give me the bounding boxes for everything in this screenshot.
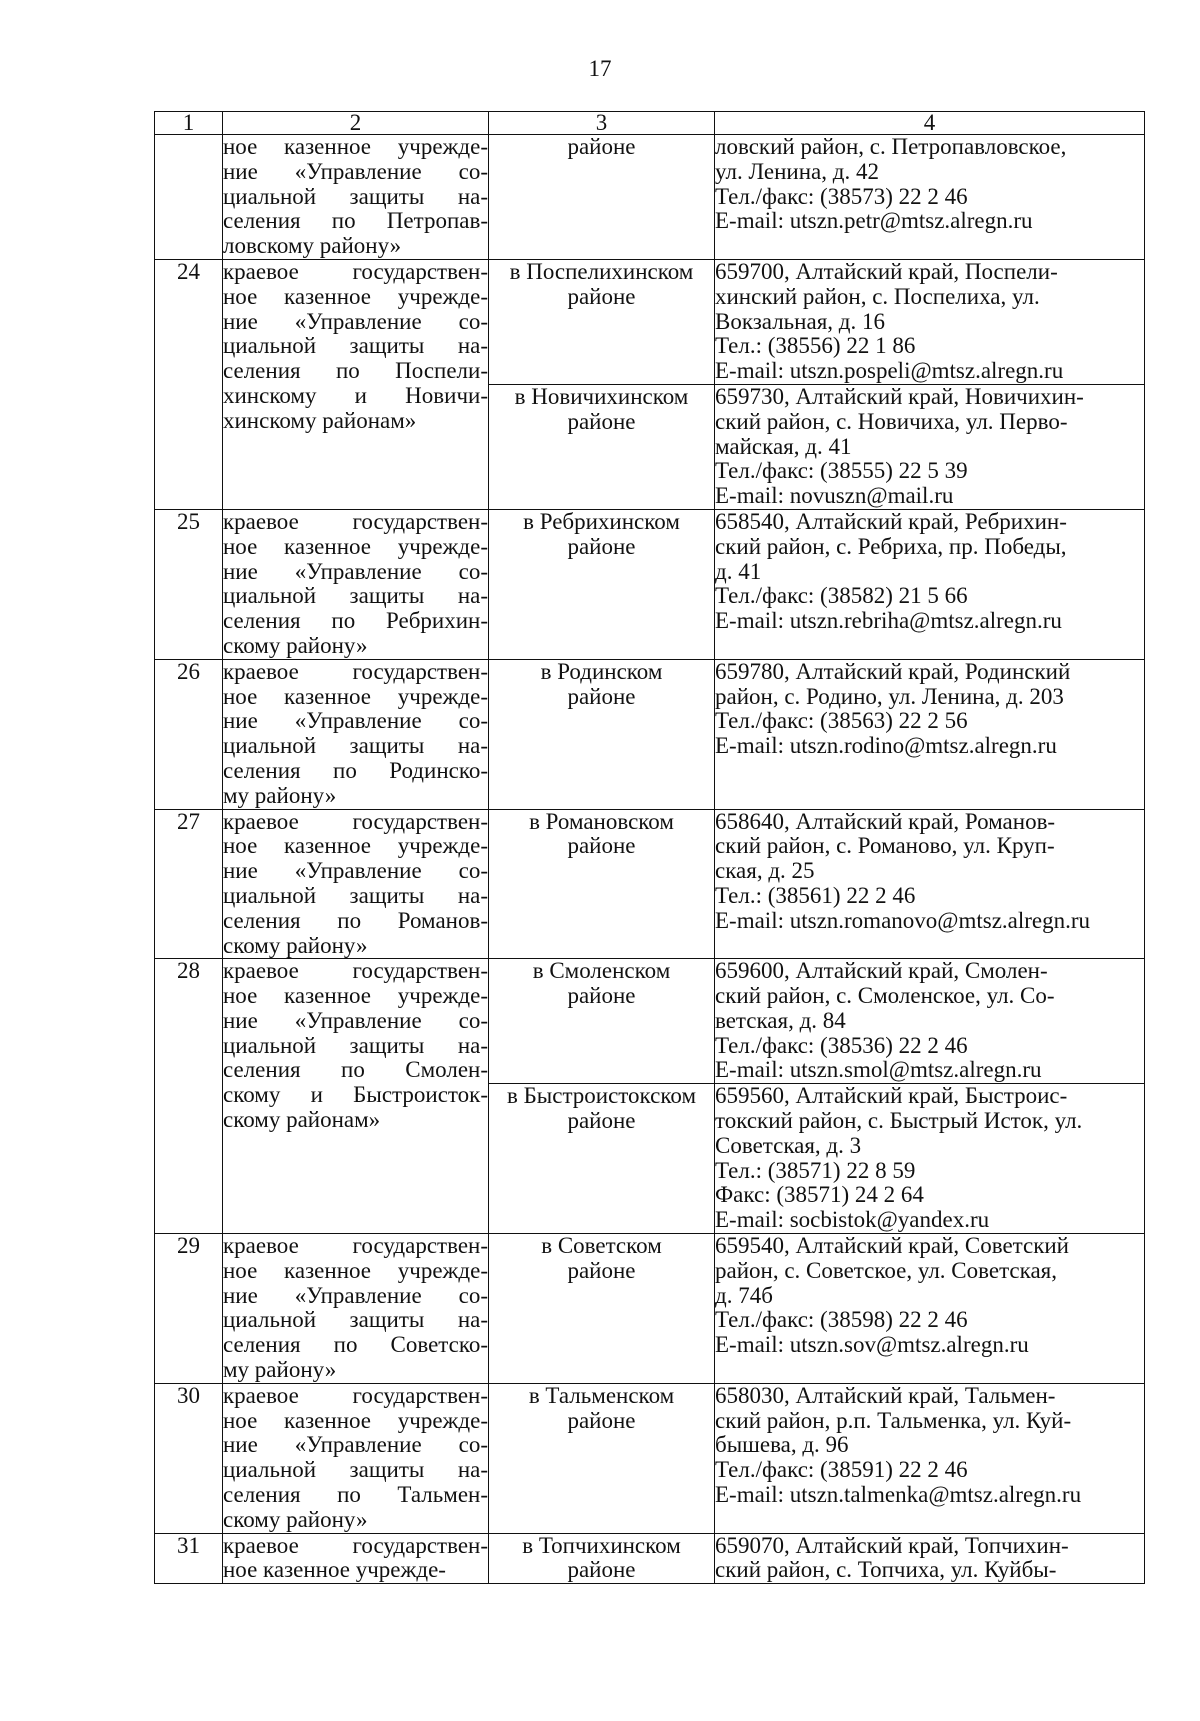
- table-row: [155, 1383, 1145, 1533]
- text-line: селения по Романов-: [223, 907, 488, 933]
- row-number-cell: 27: [155, 809, 223, 959]
- row-number-cell: 26: [155, 659, 223, 809]
- text-line: селения по Родинско-: [223, 757, 488, 783]
- text-line: краевое государствен-: [223, 1382, 488, 1408]
- text-line: ловскому району»: [223, 233, 402, 259]
- text-line: скому районам»: [223, 1107, 381, 1133]
- text-line: краевое государствен-: [223, 658, 488, 684]
- row-number-cell: 24: [155, 259, 223, 509]
- text-line: в Родинском: [540, 658, 663, 684]
- text-line: краевое государствен-: [223, 808, 488, 834]
- table-row: [155, 1234, 1145, 1384]
- address-cell: [715, 1533, 1145, 1584]
- text-line: Тел.: (38571) 22 8 59: [715, 1157, 916, 1183]
- institution-cell: [223, 959, 489, 1234]
- text-line: ние «Управление со-: [223, 1282, 488, 1308]
- text-line: E-mail: utszn.sov@mtsz.alregn.ru: [715, 1332, 1029, 1358]
- text-line: ние «Управление со-: [223, 308, 488, 334]
- text-line: районе: [567, 1257, 636, 1283]
- text-line: ский район, с. Романово, ул. Круп-: [715, 833, 1055, 859]
- institution-cell: [223, 1383, 489, 1533]
- district-cell: [489, 384, 715, 509]
- text-line: краевое государствен-: [223, 958, 488, 984]
- table-row: [155, 809, 1145, 959]
- text-line: 658640, Алтайский край, Романов-: [715, 808, 1056, 834]
- text-line: районе: [567, 833, 636, 859]
- table-row: [155, 959, 1145, 1084]
- text-line: в Новичихинском: [514, 383, 689, 409]
- text-line: ловский район, с. Петропавловское,: [715, 134, 1067, 159]
- text-line: Вокзальная, д. 16: [715, 308, 885, 334]
- text-line: ветская, д. 84: [715, 1007, 846, 1033]
- text-line: краевое государствен-: [223, 1233, 488, 1259]
- text-line: бышева, д. 96: [715, 1432, 849, 1458]
- text-line: Тел./факс: (38536) 22 2 46: [715, 1032, 968, 1058]
- text-line: 659070, Алтайский край, Топчихин-: [715, 1532, 1069, 1558]
- institution-cell: [223, 659, 489, 809]
- text-line: селения по Ребрихин-: [223, 608, 488, 634]
- text-line: E-mail: utszn.talmenka@mtsz.alregn.ru: [715, 1482, 1082, 1508]
- row-number-cell: 29: [155, 1234, 223, 1384]
- text-line: циальной защиты на-: [223, 1032, 488, 1058]
- text-line: майская, д. 41: [715, 433, 852, 459]
- text-line: ул. Ленина, д. 42: [715, 158, 879, 184]
- text-line: районе: [567, 134, 636, 159]
- text-line: Советская, д. 3: [715, 1132, 862, 1158]
- district-cell: [489, 659, 715, 809]
- text-line: Тел./факс: (38563) 22 2 56: [715, 708, 968, 734]
- text-line: E-mail: utszn.smol@mtsz.alregn.ru: [715, 1057, 1042, 1083]
- district-cell: [489, 1383, 715, 1533]
- text-line: ние «Управление со-: [223, 558, 488, 584]
- text-line: токский район, с. Быстрый Исток, ул.: [715, 1108, 1083, 1134]
- text-line: 659730, Алтайский край, Новичихин-: [715, 383, 1084, 409]
- text-line: в Топчихинском: [522, 1532, 681, 1558]
- address-cell: [715, 809, 1145, 959]
- text-line: селения по Поспели-: [223, 358, 488, 384]
- text-line: районе: [567, 1407, 636, 1433]
- page-number: 17: [588, 56, 612, 81]
- text-line: 659540, Алтайский край, Советский: [715, 1233, 1069, 1259]
- text-line: в Смоленском: [532, 958, 671, 984]
- address-cell: [715, 259, 1145, 384]
- institutions-table: [154, 111, 1145, 1584]
- text-line: 659780, Алтайский край, Родинский: [715, 658, 1071, 684]
- text-line: скому и Быстроисток-: [223, 1082, 488, 1108]
- text-line: циальной защиты на-: [223, 1307, 488, 1333]
- text-line: E-mail: utszn.pospeli@mtsz.alregn.ru: [715, 358, 1064, 384]
- text-line: ский район, с. Смоленское, ул. Со-: [715, 983, 1055, 1009]
- text-line: циальной защиты на-: [223, 183, 488, 209]
- address-cell: [715, 384, 1145, 509]
- text-line: E-mail: utszn.petr@mtsz.alregn.ru: [715, 208, 1033, 234]
- text-line: районе: [567, 1108, 636, 1134]
- text-line: ние «Управление со-: [223, 1432, 488, 1458]
- text-line: E-mail: novuszn@mail.ru: [715, 483, 954, 509]
- text-line: скому району»: [223, 632, 368, 658]
- text-line: ное казенное учрежде-: [223, 283, 488, 309]
- row-number-cell: 31: [155, 1533, 223, 1584]
- text-line: районе: [567, 533, 636, 559]
- text-line: в Тальменском: [528, 1382, 675, 1408]
- row-number-cell: [155, 135, 223, 260]
- text-line: районе: [567, 283, 636, 309]
- table-row: [155, 509, 1145, 659]
- text-line: ное казенное учрежде-: [223, 1407, 488, 1433]
- text-line: Тел./факс: (38582) 21 5 66: [715, 583, 968, 609]
- district-cell: [489, 1084, 715, 1234]
- text-line: ное казенное учрежде-: [223, 134, 488, 159]
- text-line: Тел./факс: (38573) 22 2 46: [715, 183, 968, 209]
- text-line: краевое государствен-: [223, 508, 488, 534]
- text-line: селения по Тальмен-: [223, 1482, 488, 1508]
- text-line: ние «Управление со-: [223, 158, 488, 184]
- text-line: циальной защиты на-: [223, 733, 488, 759]
- institution-cell: [223, 259, 489, 509]
- text-line: хинский район, с. Поспелиха, ул.: [715, 283, 1040, 309]
- text-line: 658030, Алтайский край, Тальмен-: [715, 1382, 1056, 1408]
- table-row: [155, 1533, 1145, 1584]
- column-header: 1: [155, 112, 223, 135]
- text-line: хинскому районам»: [223, 407, 417, 433]
- text-line: 659560, Алтайский край, Быстроис-: [715, 1083, 1068, 1109]
- text-line: циальной защиты на-: [223, 882, 488, 908]
- text-line: в Советском: [541, 1233, 662, 1259]
- text-line: районе: [567, 1557, 636, 1583]
- address-cell: [715, 1084, 1145, 1234]
- district-cell: [489, 809, 715, 959]
- text-line: ский район, с. Топчиха, ул. Куйбы-: [715, 1557, 1057, 1583]
- text-line: 659600, Алтайский край, Смолен-: [715, 958, 1048, 984]
- text-line: д. 74б: [715, 1282, 773, 1308]
- text-line: д. 41: [715, 558, 762, 584]
- text-line: районе: [567, 408, 636, 434]
- table-row: [155, 259, 1145, 384]
- text-line: E-mail: utszn.rodino@mtsz.alregn.ru: [715, 733, 1057, 759]
- text-line: ное казенное учрежде-: [223, 533, 488, 559]
- text-line: район, с. Советское, ул. Советская,: [715, 1257, 1057, 1283]
- text-line: E-mail: socbistok@yandex.ru: [715, 1207, 990, 1233]
- institution-cell: [223, 809, 489, 959]
- text-line: в Ребрихинском: [523, 508, 680, 534]
- text-line: ное казенное учрежде-: [223, 683, 488, 709]
- column-header: 3: [489, 112, 715, 135]
- district-cell: [489, 135, 715, 260]
- text-line: район, с. Родино, ул. Ленина, д. 203: [715, 683, 1064, 709]
- text-line: ский район, с. Ребриха, пр. Победы,: [715, 533, 1067, 559]
- text-line: в Быстроистокском: [506, 1083, 696, 1109]
- text-line: в Поспелихинском: [509, 258, 694, 284]
- text-line: краевое государствен-: [223, 1532, 488, 1558]
- text-line: ние «Управление со-: [223, 858, 488, 884]
- text-line: ская, д. 25: [715, 858, 815, 884]
- institution-cell: [223, 509, 489, 659]
- text-line: циальной защиты на-: [223, 333, 488, 359]
- text-line: селения по Советско-: [223, 1332, 488, 1358]
- text-line: ное казенное учрежде-: [223, 1257, 488, 1283]
- text-line: ский район, р.п. Тальменка, ул. Куй-: [715, 1407, 1072, 1433]
- column-header: 2: [223, 112, 489, 135]
- text-line: E-mail: utszn.rebriha@mtsz.alregn.ru: [715, 608, 1062, 634]
- row-number-cell: 25: [155, 509, 223, 659]
- text-line: ние «Управление со-: [223, 1007, 488, 1033]
- text-line: му району»: [223, 1357, 337, 1383]
- institution-cell: [223, 1234, 489, 1384]
- address-cell: [715, 959, 1145, 1084]
- column-header: 4: [715, 112, 1145, 135]
- text-line: селения по Петропав-: [223, 208, 488, 234]
- text-line: районе: [567, 683, 636, 709]
- text-line: районе: [567, 983, 636, 1009]
- text-line: краевое государствен-: [223, 258, 488, 284]
- table-header-row: [155, 112, 1145, 135]
- address-cell: [715, 659, 1145, 809]
- text-line: 658540, Алтайский край, Ребрихин-: [715, 508, 1067, 534]
- text-line: му району»: [223, 782, 337, 808]
- text-line: ский район, с. Новичиха, ул. Перво-: [715, 408, 1068, 434]
- text-line: селения по Смолен-: [223, 1057, 488, 1083]
- text-line: Факс: (38571) 24 2 64: [715, 1182, 924, 1208]
- address-cell: [715, 1234, 1145, 1384]
- text-line: Тел./факс: (38598) 22 2 46: [715, 1307, 968, 1333]
- district-cell: [489, 959, 715, 1084]
- address-cell: [715, 135, 1145, 260]
- district-cell: [489, 509, 715, 659]
- table-row: [155, 135, 1145, 260]
- row-number-cell: 30: [155, 1383, 223, 1533]
- text-line: Тел./факс: (38555) 22 5 39: [715, 458, 968, 484]
- institution-cell: [223, 1533, 489, 1584]
- text-line: 659700, Алтайский край, Поспели-: [715, 258, 1058, 284]
- text-line: хинскому и Новичи-: [223, 382, 488, 408]
- text-line: скому району»: [223, 1506, 368, 1532]
- address-cell: [715, 1383, 1145, 1533]
- table-row: [155, 659, 1145, 809]
- text-line: Тел.: (38556) 22 1 86: [715, 333, 916, 359]
- text-line: ное казенное учрежде-: [223, 1557, 446, 1583]
- text-line: E-mail: utszn.romanovo@mtsz.alregn.ru: [715, 907, 1091, 933]
- district-cell: [489, 1533, 715, 1584]
- row-number-cell: 28: [155, 959, 223, 1234]
- text-line: циальной защиты на-: [223, 583, 488, 609]
- institution-cell: [223, 135, 489, 260]
- text-line: Тел./факс: (38591) 22 2 46: [715, 1457, 968, 1483]
- text-line: ное казенное учрежде-: [223, 983, 488, 1009]
- address-cell: [715, 509, 1145, 659]
- text-line: ние «Управление со-: [223, 708, 488, 734]
- text-line: в Романовском: [529, 808, 674, 834]
- text-line: ное казенное учрежде-: [223, 833, 488, 859]
- district-cell: [489, 259, 715, 384]
- text-line: скому району»: [223, 932, 368, 958]
- text-line: Тел.: (38561) 22 2 46: [715, 882, 916, 908]
- district-cell: [489, 1234, 715, 1384]
- text-line: циальной защиты на-: [223, 1457, 488, 1483]
